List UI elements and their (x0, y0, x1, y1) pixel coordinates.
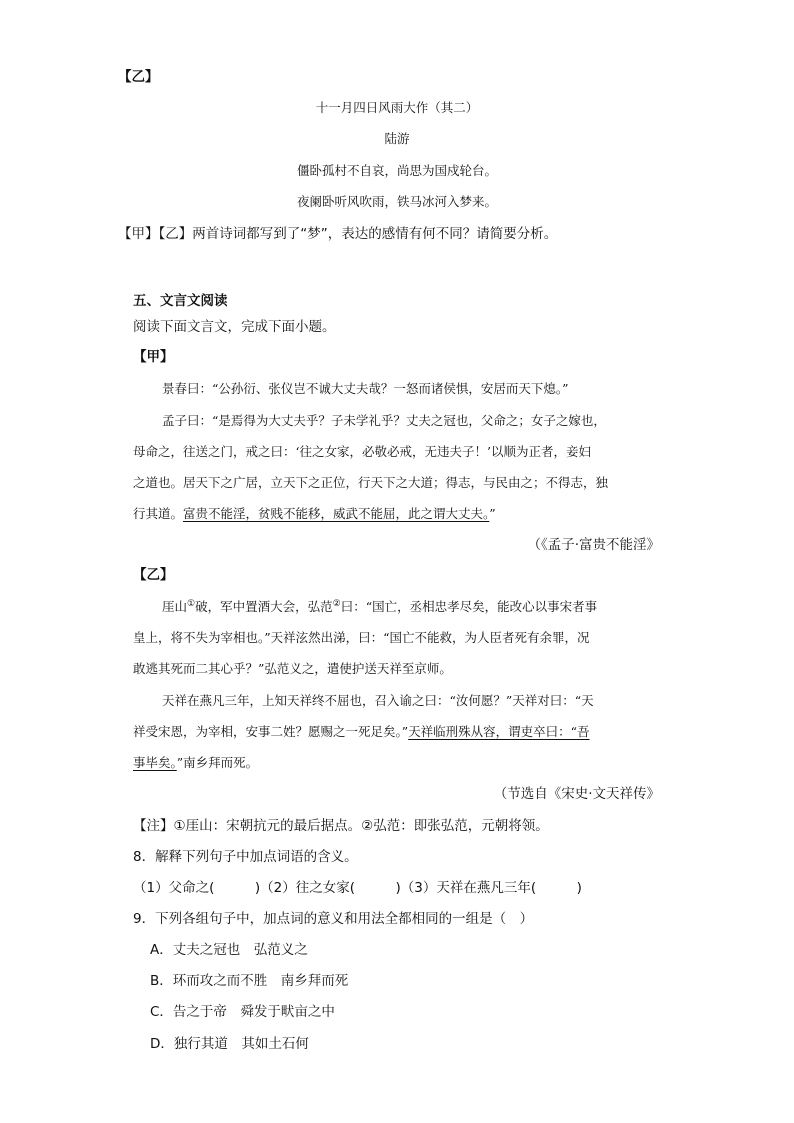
underlined-sentence-yi: 天祥临刑殊从容，谓吏卒曰：“吾 (408, 724, 590, 739)
question-9-option-a: A．丈夫之冠也 弘范义之 (150, 942, 308, 958)
text-jia-para-2-line-1: 孟子曰：“是焉得为大丈夫乎？子未学礼乎？丈夫之冠也，父命之；女子之嫁也， (162, 413, 606, 428)
text-jia-label: 【甲】 (133, 349, 174, 365)
text-jia-para-2-line-4 (133, 505, 496, 523)
text-yi-para-1-line-2: 皇上，将不失为宰相也。”天祥泫然出涕，曰：“国亡不能救，为人臣者死有余罪，况 (133, 630, 590, 645)
place-name-yashan: 厓山 (162, 599, 188, 614)
poem-author: 陆游 (384, 131, 410, 146)
text-yi-para-2-line-1: 天祥在燕凡三年，上知天祥终不屈也，召入谕之曰：“汝何愿？”天祥对曰：“天 (162, 693, 594, 708)
text-yi-para-1-line-1 (162, 598, 597, 616)
poem-line-2: 夜阑卧听风吹雨，铁马冰河入梦来。 (296, 194, 497, 209)
text-yi-label: 【乙】 (133, 567, 174, 583)
question-8-items: （1）父命之( )（2）往之女家( )（3）天祥在燕凡三年( ) (133, 880, 582, 896)
text-yi-fragment: 破，军中置酒大会，弘范 (195, 599, 333, 614)
text-yi-fragment: 曰：“国亡，丞相忠孝尽矣，能改心以事宋者事 (340, 599, 598, 614)
poem-line-1: 僵卧孤村不自哀，尚思为国戍轮台。 (296, 163, 497, 178)
question-9-option-c: C．告之于帝 舜发于畎亩之中 (150, 1004, 335, 1020)
section-5-heading: 五、文言文阅读 (133, 293, 228, 309)
question-9-option-b: B．环而攻之而不胜 南乡拜而死 (150, 973, 349, 989)
text-jia-line-4-end: ” (489, 506, 496, 521)
text-jia-para-1: 景春曰：“公孙衍、张仪岂不诚大丈夫哉？一怒而诸侯惧，安居而天下熄。” (162, 381, 569, 396)
text-jia-para-2-line-3: 之道也。居天下之广居，立天下之正位，行天下之大道；得志，与民由之；不得志，独 (133, 475, 609, 490)
text-yi-fragment: ”南乡拜而死。 (176, 755, 259, 770)
text-jia-para-2-line-2: 母命之，往送之门，戒之曰：‘往之女家，必敬必戒，无违夫子！’以顺为正者，妾妇 (133, 444, 591, 459)
poem-yi-label: 【乙】 (118, 69, 159, 85)
section-5-instruction: 阅读下面文言文，完成下面小题。 (133, 319, 336, 335)
question-9-option-d: D．独行其道 其如土石何 (150, 1036, 309, 1052)
underlined-sentence-jia: 富贵不能淫，贫贱不能移，威武不能屈，此之谓大丈夫。 (183, 506, 490, 521)
question-poem: 【甲】【乙】两首诗词都写到了“梦”，表达的感情有何不同？请简要分析。 (118, 226, 558, 242)
question-8-stem: 8．解释下列句子中加点词语的含义。 (133, 849, 358, 865)
text-jia-line-4-start: 行其道。 (133, 506, 184, 521)
footnote-mark-1: ① (187, 598, 196, 609)
footnote-mark-2: ② (332, 598, 341, 609)
question-9-stem: 9．下列各组句子中，加点词的意义和用法全都相同的一组是（ ） (133, 911, 534, 927)
text-yi-para-2-line-2 (133, 723, 590, 741)
text-jia-source: （《孟子·富贵不能淫》 (527, 537, 660, 553)
poem-title: 十一月四日风雨大作（其二） (315, 100, 479, 115)
text-yi-para-2-line-3 (133, 754, 258, 772)
annotation-note: 【注】①厓山：宋朝抗元的最后据点。②弘范：即张弘范，元朝将领。 (133, 818, 549, 834)
text-yi-source: （节选自《宋史·文天祥传》 (493, 786, 660, 802)
text-yi-fragment: 祥受宋恩，为宰相，安事二姓？愿赐之一死足矣。” (133, 724, 409, 739)
underlined-sentence-yi-end: 事毕矣。 (133, 755, 177, 770)
text-yi-para-1-line-3: 敢逃其死而二其心乎？”弘范义之，遣使护送天祥至京师。 (133, 661, 452, 676)
